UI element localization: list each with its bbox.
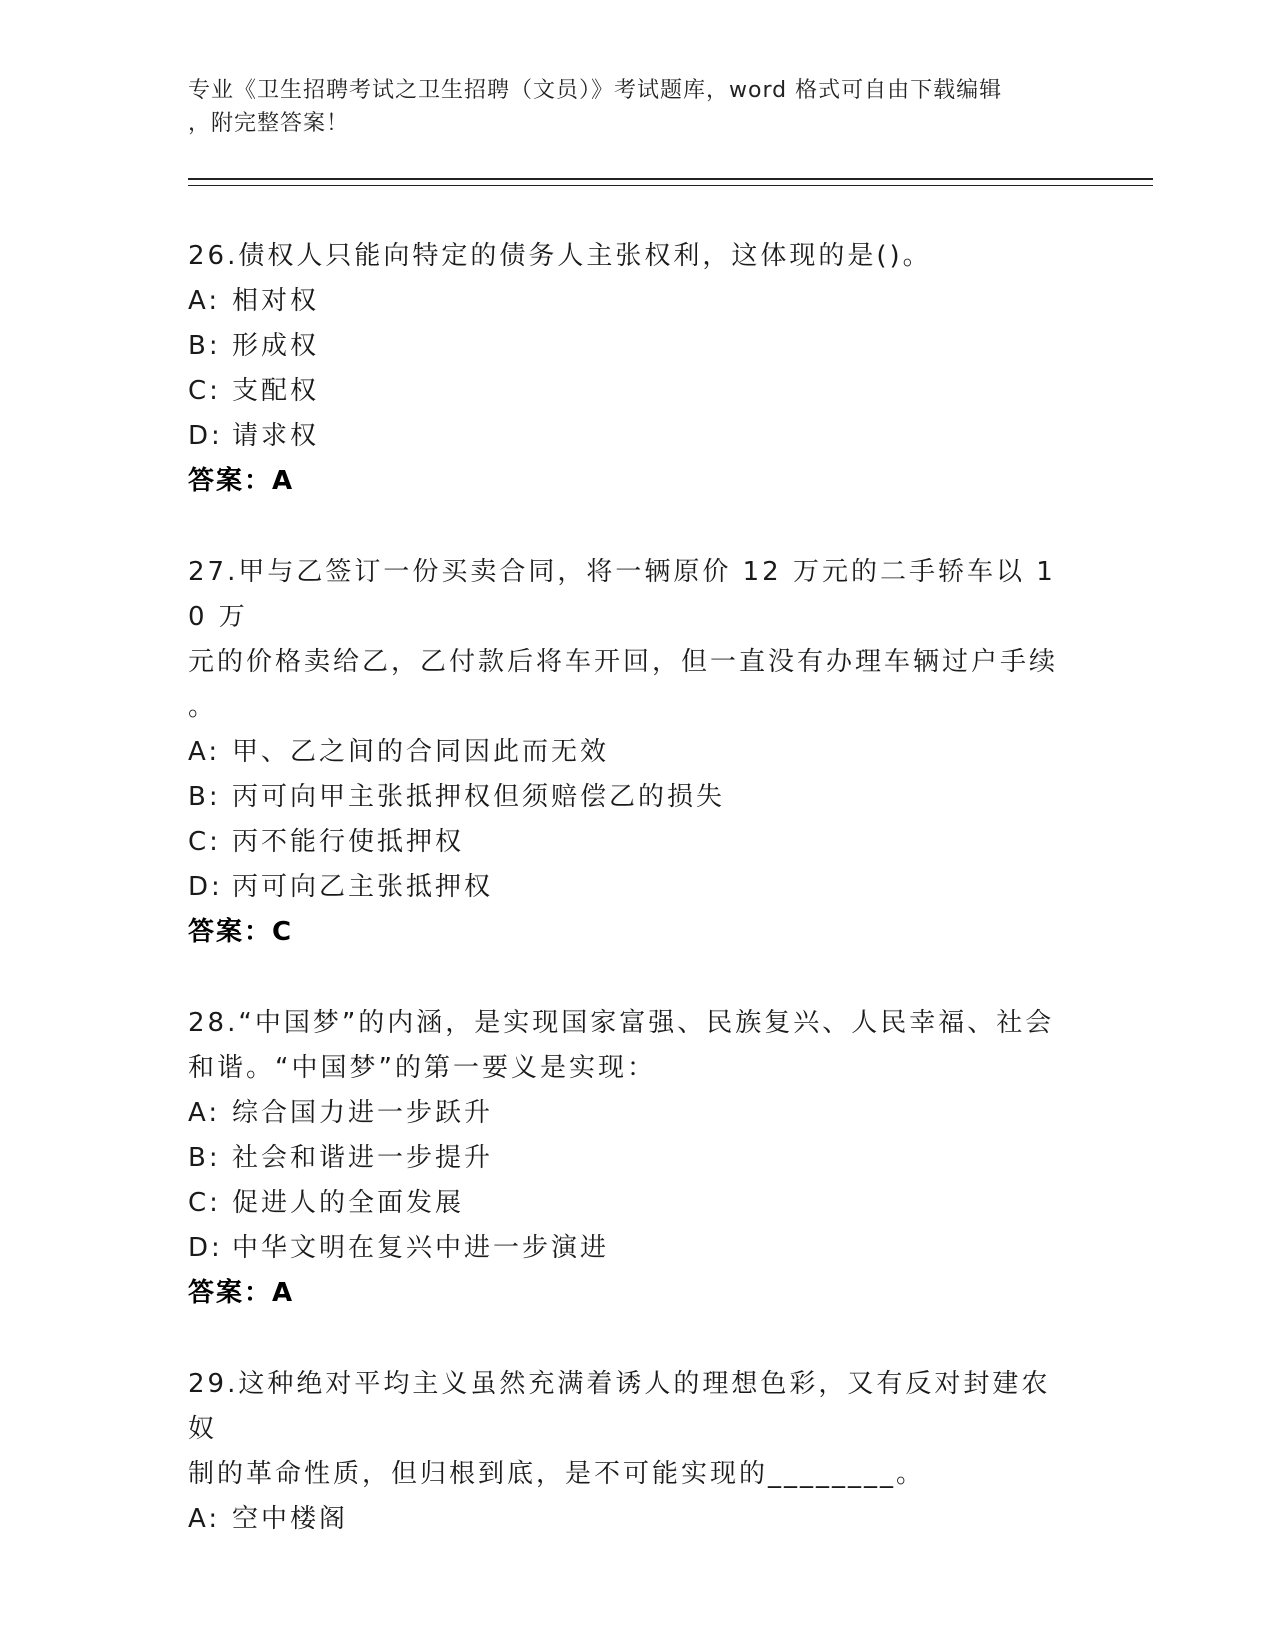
option-text: 综合国力进一步跃升	[232, 1098, 494, 1128]
option-text: 甲、乙之间的合同因此而无效	[232, 737, 610, 767]
question-27	[188, 550, 1068, 955]
option-a	[188, 1497, 1068, 1542]
header-divider	[188, 178, 1153, 186]
question-stem-line: 制的革命性质，但归根到底，是不可能实现的________。	[188, 1459, 926, 1489]
option-b	[188, 1136, 1068, 1181]
option-letter: C:	[188, 1188, 221, 1218]
header-line-2: ，附完整答案！	[188, 111, 350, 136]
option-d	[188, 1226, 1068, 1271]
option-text: 促进人的全面发展	[232, 1188, 465, 1218]
option-letter: D:	[188, 421, 223, 451]
option-text: 丙可向乙主张抵押权	[232, 872, 494, 902]
answer-line: 答案：C	[188, 917, 294, 947]
option-b	[188, 324, 1068, 369]
header-line-1: 专业《卫生招聘考试之卫生招聘（文员）》考试题库，word 格式可自由下载编辑	[188, 78, 1003, 103]
option-text: 中华文明在复兴中进一步演进	[232, 1233, 610, 1263]
option-a	[188, 279, 1068, 324]
option-letter: A:	[188, 1504, 221, 1534]
question-26	[188, 234, 1068, 504]
question-28	[188, 1001, 1068, 1316]
option-text: 请求权	[232, 421, 320, 451]
question-stem-line: 29.这种绝对平均主义虽然充满着诱人的理想色彩，又有反对封建农奴	[188, 1369, 1051, 1444]
option-c	[188, 1181, 1068, 1226]
question-stem-line: 。	[188, 692, 218, 722]
option-text: 丙不能行使抵押权	[232, 827, 465, 857]
question-stem-line: 28.“中国梦”的内涵，是实现国家富强、民族复兴、人民幸福、社会	[188, 1008, 1055, 1038]
option-letter: D:	[188, 872, 223, 902]
option-letter: A:	[188, 737, 221, 767]
option-c	[188, 820, 1068, 865]
question-stem-line: 和谐。“中国梦”的第一要义是实现：	[188, 1053, 656, 1083]
option-letter: B:	[188, 1143, 221, 1173]
option-letter: B:	[188, 782, 221, 812]
option-d	[188, 414, 1068, 459]
option-b	[188, 775, 1068, 820]
question-stem-line: 元的价格卖给乙，乙付款后将车开回，但一直没有办理车辆过户手续	[188, 647, 1059, 677]
option-text: 相对权	[232, 286, 320, 316]
question-stem-line: 27.甲与乙签订一份买卖合同，将一辆原价 12 万元的二手轿车以 10 万	[188, 557, 1056, 632]
option-letter: A:	[188, 286, 221, 316]
option-c	[188, 369, 1068, 414]
option-letter: C:	[188, 376, 221, 406]
option-text: 丙可向甲主张抵押权但须赔偿乙的损失	[232, 782, 726, 812]
option-letter: B:	[188, 331, 221, 361]
option-text: 空中楼阁	[232, 1504, 349, 1534]
answer-line: 答案：A	[188, 1278, 295, 1308]
option-a	[188, 730, 1068, 775]
option-a	[188, 1091, 1068, 1136]
question-list	[188, 234, 1068, 1588]
answer-line: 答案：A	[188, 466, 295, 496]
option-letter: A:	[188, 1098, 221, 1128]
option-text: 形成权	[232, 331, 320, 361]
option-d	[188, 865, 1068, 910]
question-29	[188, 1362, 1068, 1542]
option-letter: D:	[188, 1233, 223, 1263]
option-text: 支配权	[232, 376, 320, 406]
option-letter: C:	[188, 827, 221, 857]
document-header	[188, 74, 1058, 140]
option-text: 社会和谐进一步提升	[232, 1143, 494, 1173]
question-stem: 26.债权人只能向特定的债务人主张权利，这体现的是()。	[188, 241, 932, 271]
